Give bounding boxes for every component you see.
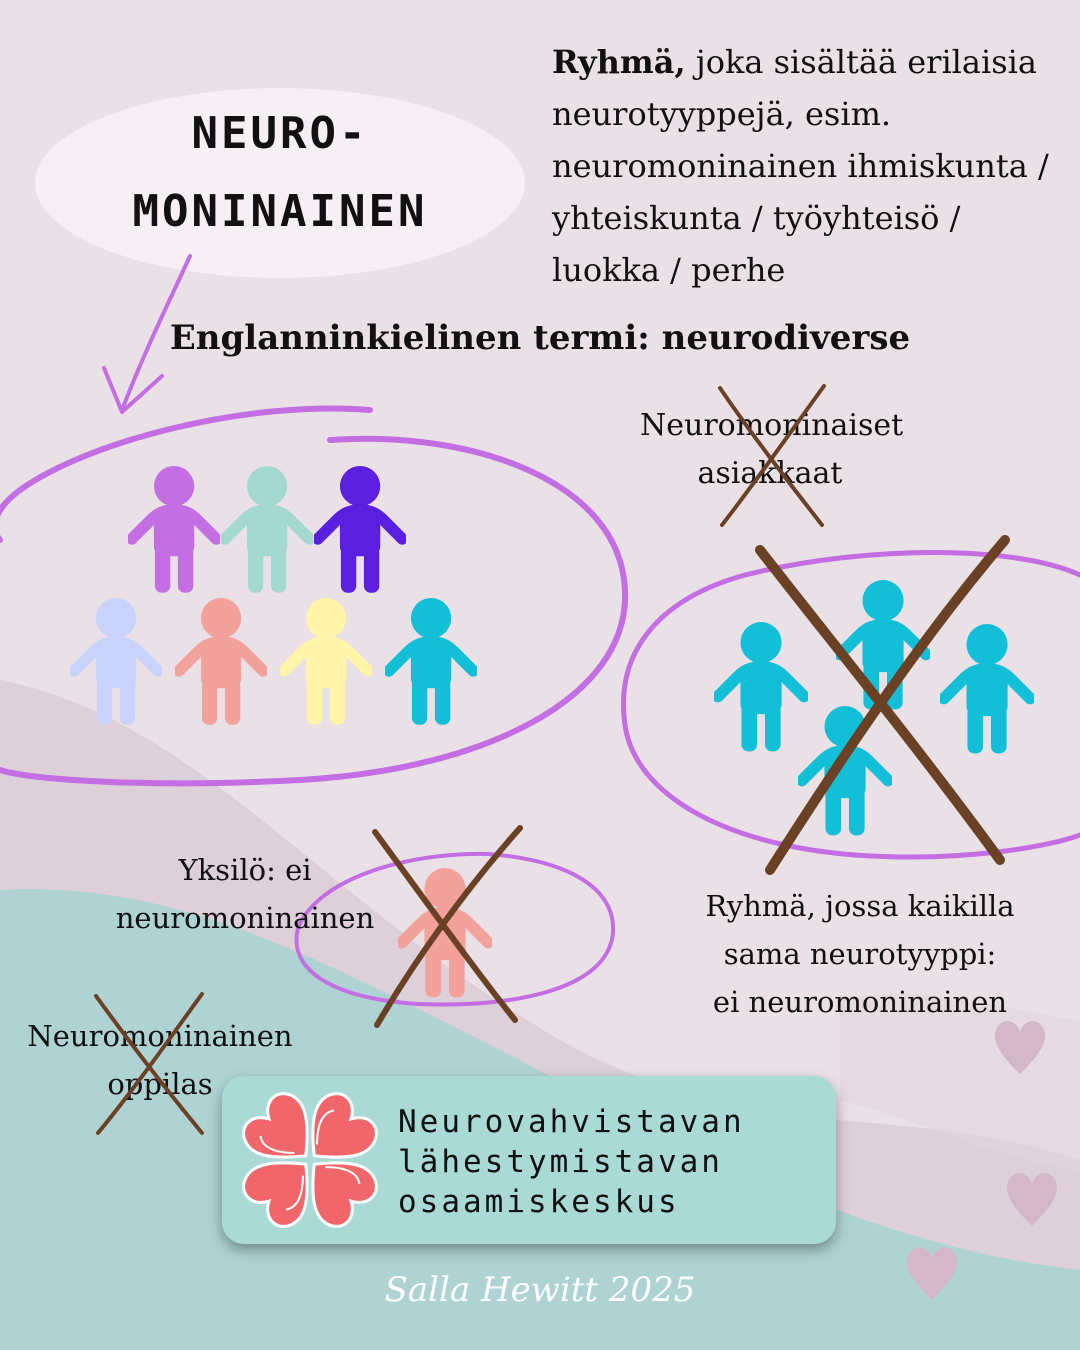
example-individual-line2: neuromoninainen	[115, 901, 375, 935]
logo-line-2: lähestymistavan	[398, 1144, 723, 1180]
heart-icon	[1002, 1162, 1062, 1232]
person-icon	[385, 598, 477, 727]
cross-icon	[740, 530, 1030, 880]
example-pupil-line1: Neuromoninainen	[27, 1019, 293, 1053]
definition-rest: joka sisältää erilaisia neurotyyppejä, esim. neuromoninainen ihmiskunta / yhteiskunta / työyhteisö / luokka / perhe	[552, 43, 1049, 289]
person-icon	[128, 466, 220, 595]
title-line-2: MONINAINEN	[132, 186, 428, 237]
author-credit: Salla Hewitt 2025	[384, 1270, 696, 1310]
logo-line-3: osaamiskeskus	[398, 1184, 680, 1220]
example-same-group-line1: Ryhmä, jossa kaikilla	[705, 889, 1015, 923]
logo-card	[222, 1076, 836, 1244]
cross-icon	[90, 988, 210, 1138]
person-icon	[314, 466, 406, 595]
logo-name	[398, 1102, 745, 1222]
definition-bold: Ryhmä,	[552, 43, 686, 81]
example-individual	[110, 846, 380, 942]
example-same-group-line3: ei neuromoninainen	[712, 985, 1008, 1019]
example-pupil-line2: oppilas	[107, 1067, 213, 1101]
person-icon	[221, 466, 313, 595]
cross-icon	[712, 380, 832, 530]
example-individual-line1: Yksilö: ei	[178, 853, 312, 887]
person-icon	[280, 598, 372, 727]
person-icon	[175, 598, 267, 727]
english-term: Englanninkielinen termi: neurodiverse	[169, 318, 911, 358]
example-same-group	[700, 882, 1020, 1026]
definition-text	[552, 36, 1052, 296]
cross-icon	[365, 820, 530, 1035]
example-clients-line2: asiakkaat	[697, 456, 843, 491]
person-icon	[70, 598, 162, 727]
logo-line-1: Neurovahvistavan	[398, 1104, 745, 1140]
title-line-1: NEURO-	[191, 108, 369, 159]
example-same-group-line2: sama neurotyyppi:	[723, 937, 997, 971]
example-clients-line1: Neuromoninaiset	[640, 408, 904, 443]
